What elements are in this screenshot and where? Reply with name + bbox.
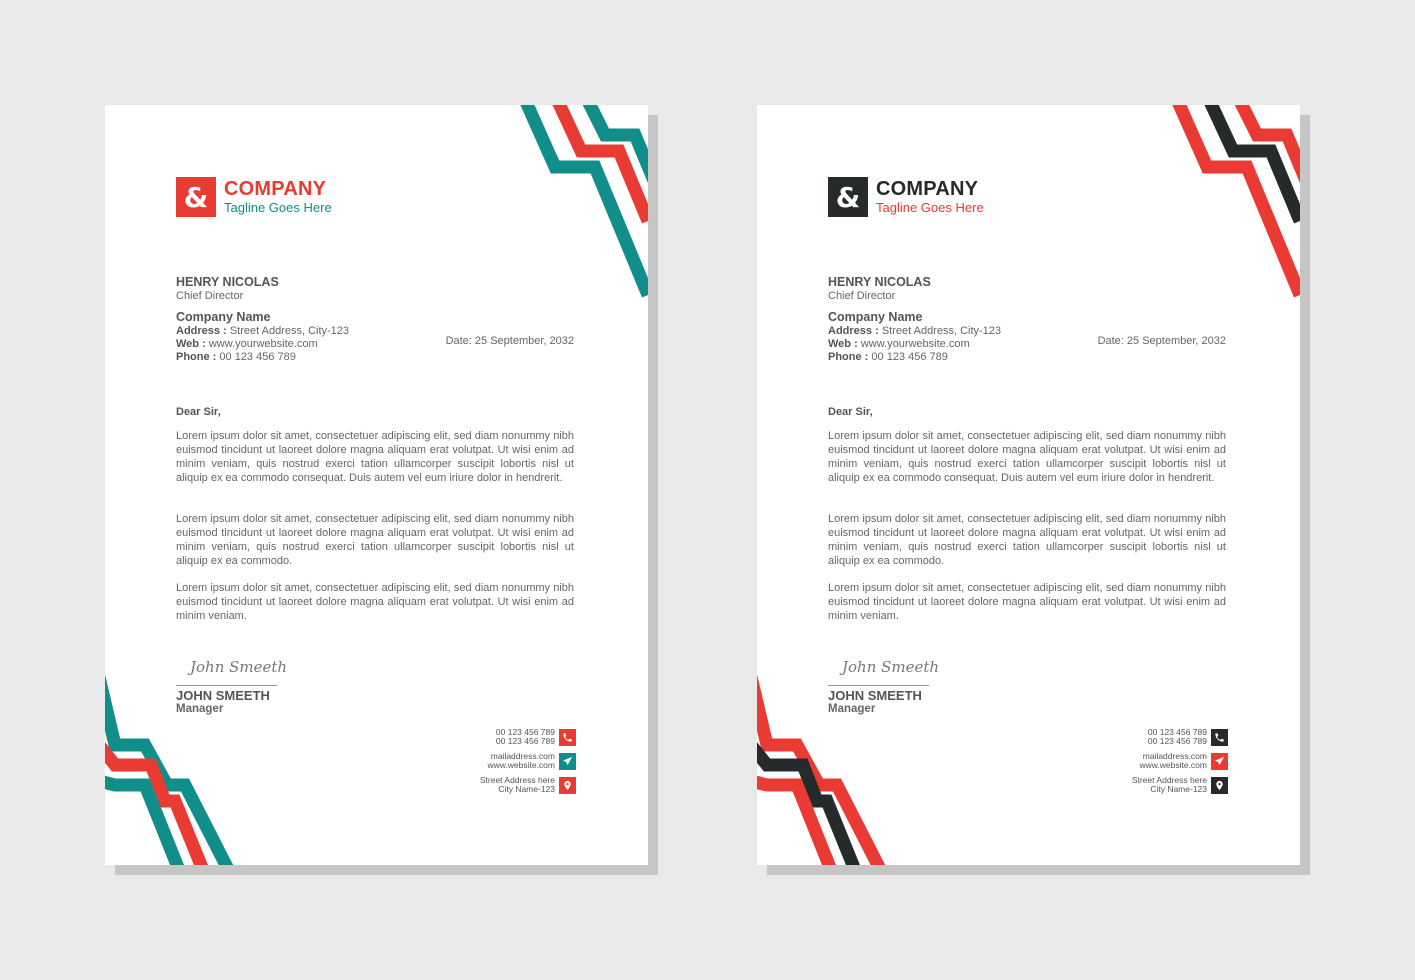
tagline: Tagline Goes Here <box>224 200 332 215</box>
contact-web <box>487 752 576 770</box>
send-icon <box>559 753 576 770</box>
letterhead-dark <box>757 105 1300 865</box>
address-value: Street Address, City-123 <box>881 325 1002 337</box>
contact-line: 00 123 456 789 <box>1147 727 1207 737</box>
web-value: www.yourwebsite.com <box>208 338 318 350</box>
phone-line <box>828 351 948 363</box>
logo-mark: & <box>828 177 868 217</box>
signature: John Smeeth <box>190 658 288 676</box>
address-label: Address : <box>176 325 227 337</box>
contact-address <box>480 776 576 794</box>
salutation: Dear Sir, <box>176 406 221 418</box>
signer-name: JOHN SMEETH <box>828 688 922 703</box>
contact-line: Street Address here <box>1131 775 1207 785</box>
company-title: COMPANY <box>224 178 327 200</box>
web-line <box>828 338 970 350</box>
location-icon <box>1211 777 1228 794</box>
contact-line: Street Address here <box>479 775 555 785</box>
salutation: Dear Sir, <box>828 406 873 418</box>
web-value: www.yourwebsite.com <box>860 338 970 350</box>
contact-phone <box>496 728 576 746</box>
address-value: Street Address, City-123 <box>229 325 350 337</box>
body-paragraph: Lorem ipsum dolor sit amet, consectetuer adipiscing elit, sed diam nonummy nibh euismod tincidunt ut laoreet dolore magna aliquam erat volutpat. Ut wisi enim ad minim veniam, quis nostrud exerci tation ullamcorper suscipit lobortis nisl ut aliquip ex ea commodo. <box>176 513 574 567</box>
phone-label: Phone : <box>828 351 869 363</box>
contact-line: www.website.com <box>487 760 555 770</box>
contact-line: 00 123 456 789 <box>1147 736 1207 746</box>
contact-web <box>1139 752 1228 770</box>
body-paragraph: Lorem ipsum dolor sit amet, consectetuer adipiscing elit, sed diam nonummy nibh euismod tincidunt ut laoreet dolore magna aliquam erat volutpat. Ut wisi enim ad minim veniam. <box>176 582 574 622</box>
contact-line: www.website.com <box>1139 760 1207 770</box>
sender-role: Chief Director <box>176 290 244 302</box>
body-paragraph: Lorem ipsum dolor sit amet, consectetuer adipiscing elit, sed diam nonummy nibh euismod tincidunt ut laoreet dolore magna aliquam erat volutpat. Ut wisi enim ad minim veniam. <box>828 582 1226 622</box>
contact-line: 00 123 456 789 <box>495 727 555 737</box>
tagline: Tagline Goes Here <box>876 200 984 215</box>
web-label: Web : <box>828 338 858 350</box>
contact-address <box>1132 776 1228 794</box>
contact-line: 00 123 456 789 <box>495 736 555 746</box>
phone-line <box>176 351 296 363</box>
signature: John Smeeth <box>842 658 940 676</box>
signature-line <box>828 685 929 686</box>
signer-name: JOHN SMEETH <box>176 688 270 703</box>
address-line <box>176 325 349 337</box>
contact-line: mailaddress.com <box>490 751 555 761</box>
letterhead-teal <box>105 105 648 865</box>
sender-name: HENRY NICOLAS <box>828 275 931 289</box>
company-title: COMPANY <box>876 178 979 200</box>
phone-value: 00 123 456 789 <box>219 351 296 363</box>
body-paragraph: Lorem ipsum dolor sit amet, consectetuer adipiscing elit, sed diam nonummy nibh euismod tincidunt ut laoreet dolore magna aliquam erat volutpat. Ut wisi enim ad minim veniam, quis nostrud exerci tation ullamcorper suscipit lobortis nisl ut aliquip ex ea commodo consequat. Duis autem vel eum iriure dolor in hendrerit. <box>828 430 1226 484</box>
contact-line: City Name-123 <box>1150 784 1207 794</box>
company-name: Company Name <box>828 310 923 324</box>
phone-label: Phone : <box>176 351 217 363</box>
send-icon <box>1211 753 1228 770</box>
location-icon <box>559 777 576 794</box>
address-line <box>828 325 1001 337</box>
phone-value: 00 123 456 789 <box>871 351 948 363</box>
phone-icon <box>1211 729 1228 746</box>
sender-name: HENRY NICOLAS <box>176 275 279 289</box>
body-paragraph: Lorem ipsum dolor sit amet, consectetuer adipiscing elit, sed diam nonummy nibh euismod tincidunt ut laoreet dolore magna aliquam erat volutpat. Ut wisi enim ad minim veniam, quis nostrud exerci tation ullamcorper suscipit lobortis nisl ut aliquip ex ea commodo consequat. Duis autem vel eum iriure dolor in hendrerit. <box>176 430 574 484</box>
web-line <box>176 338 318 350</box>
phone-icon <box>559 729 576 746</box>
stripe-outer <box>105 781 181 865</box>
sender-role: Chief Director <box>828 290 896 302</box>
signer-role: Manager <box>828 703 876 715</box>
body-paragraph: Lorem ipsum dolor sit amet, consectetuer adipiscing elit, sed diam nonummy nibh euismod tincidunt ut laoreet dolore magna aliquam erat volutpat. Ut wisi enim ad minim veniam, quis nostrud exerci tation ullamcorper suscipit lobortis nisl ut aliquip ex ea commodo. <box>828 513 1226 567</box>
contact-line: City Name-123 <box>498 784 555 794</box>
signature-line <box>176 685 277 686</box>
address-label: Address : <box>828 325 879 337</box>
letter-date: Date: 25 September, 2032 <box>1097 335 1226 347</box>
logo-mark: & <box>176 177 216 217</box>
signer-role: Manager <box>176 703 224 715</box>
company-name: Company Name <box>176 310 271 324</box>
contact-line: mailaddress.com <box>1142 751 1207 761</box>
contact-phone <box>1148 728 1228 746</box>
stripe-outer <box>757 781 833 865</box>
web-label: Web : <box>176 338 206 350</box>
letter-date: Date: 25 September, 2032 <box>445 335 574 347</box>
